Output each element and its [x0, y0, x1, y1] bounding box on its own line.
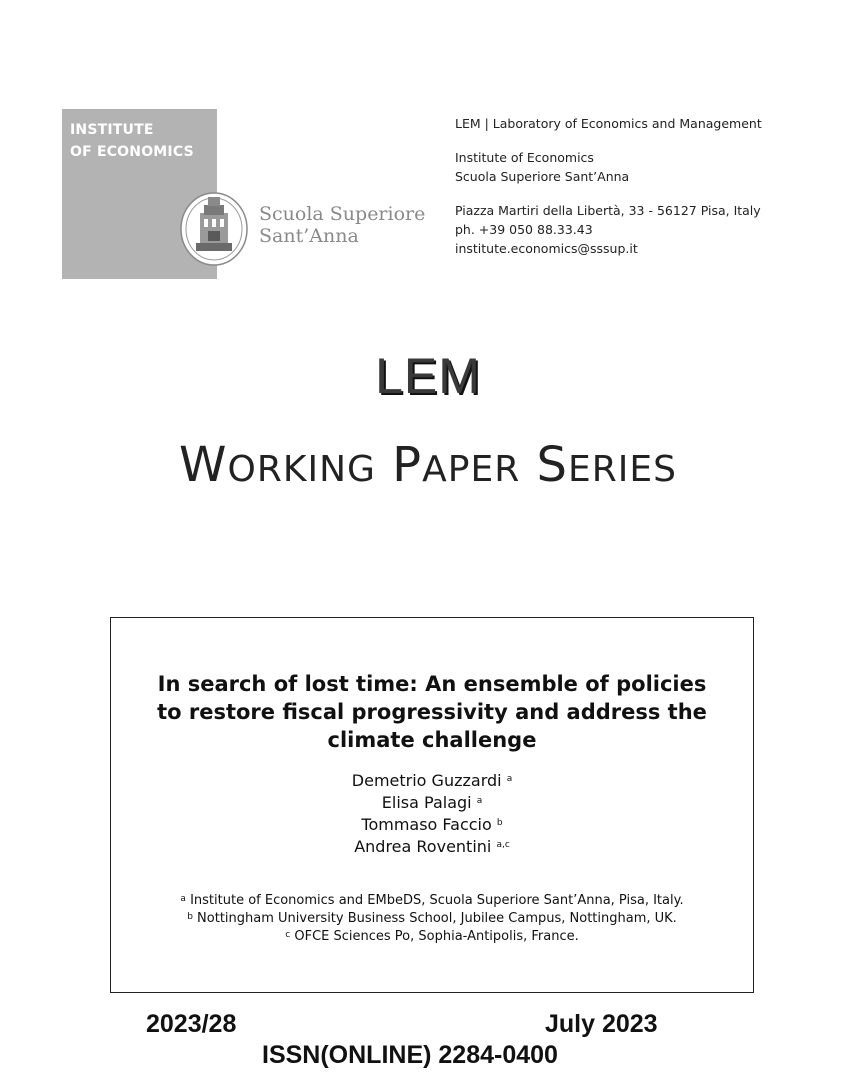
author-name: Elisa Palagi: [381, 793, 472, 812]
phone: ph. +39 050 88.33.43: [455, 222, 593, 237]
affiliation: [111, 910, 753, 928]
lab-name: LEM | Laboratory of Economics and Management: [455, 116, 762, 131]
school-name-line1: Scuola Superiore: [259, 203, 426, 225]
author-name: Demetrio Guzzardi: [351, 771, 502, 790]
paper-info-box: [110, 617, 754, 993]
author: [111, 770, 753, 792]
working-paper-number: 2023/28: [146, 1010, 237, 1038]
institute-logo-text: INSTITUTE OF ECONOMICS: [70, 122, 194, 160]
affiliation: [111, 892, 753, 910]
series-w-rest: ORKING: [227, 449, 376, 490]
series-s-rest: ERIES: [567, 449, 677, 490]
affiliation-mark: a: [180, 894, 186, 904]
author-affil-mark: b: [496, 818, 503, 828]
author-name: Tommaso Faccio: [361, 815, 492, 834]
author: [111, 792, 753, 814]
address: Piazza Martiri della Libertà, 33 - 56127 Pisa, Italy: [455, 203, 761, 218]
affiliation-mark: b: [187, 912, 193, 922]
series-w: W: [179, 437, 228, 493]
school-full-name: Scuola Superiore Sant’Anna: [455, 169, 630, 184]
school-name: [259, 203, 425, 247]
author-list: [111, 770, 753, 858]
contact-info: [455, 114, 762, 258]
author-name: Andrea Roventini: [354, 837, 492, 856]
school-name-line2: Sant’Anna: [259, 225, 359, 247]
paper-title: In search of lost time: An ensemble of policies to restore fiscal progressivity and address the climate challenge: [157, 672, 707, 752]
working-paper-series-title: [0, 435, 856, 500]
series-p: P: [392, 437, 423, 493]
lem-title: LEM: [375, 348, 481, 404]
affiliation-text: Institute of Economics and EMbeDS, Scuola Superiore Sant’Anna, Pisa, Italy.: [190, 893, 684, 908]
school-seal-icon: [178, 187, 250, 267]
affiliation: [111, 928, 753, 946]
affiliation-text: Nottingham University Business School, Jubilee Campus, Nottingham, UK.: [197, 911, 677, 926]
series-s: S: [536, 437, 568, 493]
affiliation-list: [111, 892, 753, 946]
publication-date: July 2023: [545, 1010, 658, 1038]
email: institute.economics@sssup.it: [455, 241, 638, 256]
affiliation-mark: c: [285, 930, 291, 940]
author: [111, 814, 753, 836]
institute-name: Institute of Economics: [455, 150, 594, 165]
author-affil-mark: a,c: [496, 840, 510, 850]
author: [111, 836, 753, 858]
author-affil-mark: a: [476, 796, 483, 806]
affiliation-text: OFCE Sciences Po, Sophia-Antipolis, France.: [294, 929, 579, 944]
author-affil-mark: a: [506, 774, 513, 784]
series-p-rest: APER: [422, 449, 521, 490]
issn: ISSN(ONLINE) 2284-0400: [262, 1041, 558, 1069]
